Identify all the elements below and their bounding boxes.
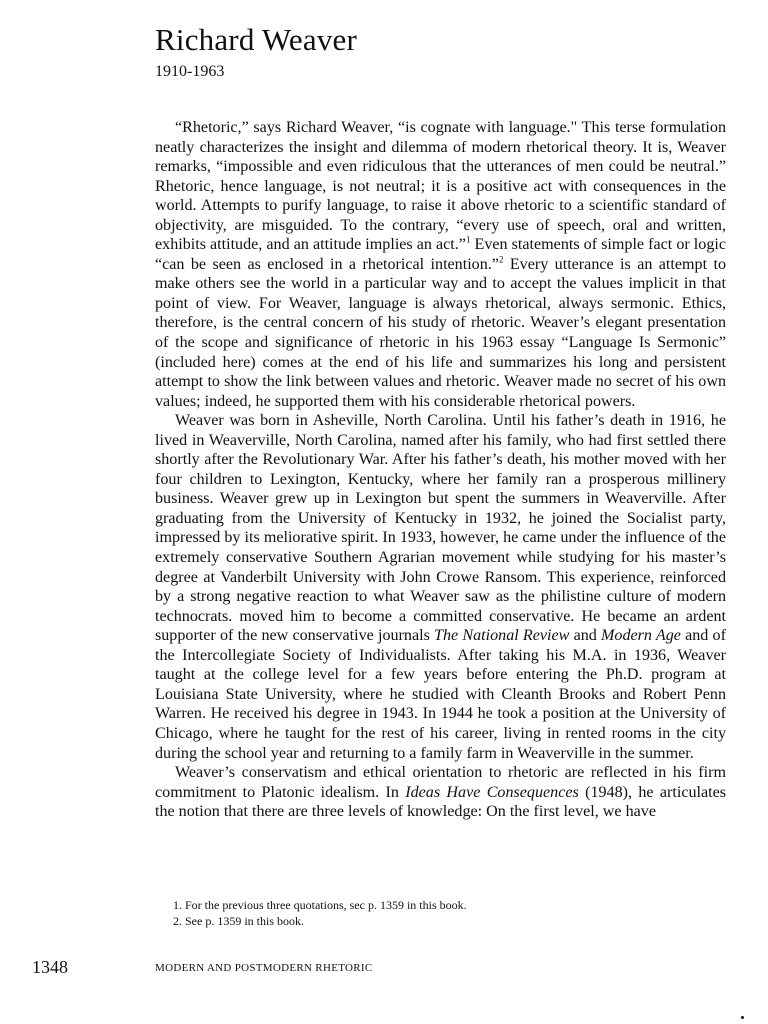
- paragraph-3-part-b: (1948), he articulates the notion that there are three levels of knowledge: On the first level, we have: [155, 783, 726, 821]
- paragraph-3-part-a: Weaver’s conservatism and ethical orientation to rhetoric are reflected in his firm commitment to Platonic idealism. In: [155, 764, 726, 801]
- page-mark-dot: [741, 1016, 744, 1019]
- dates-subtitle: 1910-1963: [155, 63, 225, 80]
- paragraph-2: [155, 411, 726, 763]
- footnote-2: 2. See p. 1359 in this book.: [173, 914, 304, 928]
- paragraph-2-part-b: and: [569, 627, 602, 645]
- body-text: [155, 118, 726, 822]
- running-head: MODERN AND POSTMODERN RHETORIC: [155, 962, 373, 974]
- paragraph-1-part-b: Even statements of simple fact or logic “can be seen as enclosed in a rhetorical intention.”: [155, 236, 726, 273]
- footnote-ref-1[interactable]: 1: [465, 234, 471, 245]
- footnotes: [173, 897, 467, 929]
- paragraph-1-part-a: “Rhetoric,” says Richard Weaver, “is cognate with language." This terse formulation neatly characterizes the insight and dilemma of modern rhetorical theory. It is, Weaver remarks, “impossible and even ridiculous that the utterances of men could be neutral.” Rhetoric, hence language, is not neutral; it is a positive act with consequences in the world. Attempts to purify language, to raise it above rhetoric to a scientific standard of objectivity, are misguided. To the contrary, “every use of speech, oral and written, exhibits attitude, and an attitude implies an act.”: [155, 119, 726, 254]
- paragraph-2-part-c: and of the Intercollegiate Society of Individualists. After taking his M.A. in 1936, Weaver taught at the college level for a few years before entering the Ph.D. program at Louisiana State University, where he studied with Cleanth Brooks and Robert Penn Warren. He received his degree in 1943. In 1944 he took a position at the University of Chicago, where he taught for the rest of his career, living in rented rooms in the city during the school year and returning to a family farm in Weaverville in the summer.: [155, 627, 726, 762]
- italic-title-modern-age: Modern Age: [601, 627, 681, 645]
- paragraph-1: [155, 118, 726, 411]
- page-title: Richard Weaver: [155, 22, 357, 57]
- paragraph-3: [155, 763, 726, 822]
- footnote-ref-2[interactable]: 2: [498, 254, 504, 265]
- footnote-1: 1. For the previous three quotations, sec p. 1359 in this book.: [173, 898, 467, 912]
- italic-title-ideas-have-consequences: Ideas Have Consequences: [405, 783, 579, 801]
- paragraph-2-part-a: Weaver was born in Asheville, North Carolina. Until his father’s death in 1916, he lived in Weaverville, North Carolina, named after his family, who had first settled there shortly after the Revolutionary War. After his father’s death, his mother moved with her four children to Lexington, Kentucky, where her family ran a prosperous millinery business. Weaver grew up in Lexington but spent the summers in Weaverville. After graduating from the University of Kentucky in 1932, he joined the Socialist party, impressed by its meliorative spirit. In 1933, however, he came under the influence of the extremely conservative Southern Agrarian movement while studying for his master’s degree at Vanderbilt University with John Crowe Ransom. This experience, reinforced by a strong negative reaction to what Weaver saw as the philistine culture of modern technocrats. moved him to become a committed conservative. He became an ardent supporter of the new conservative journals: [155, 412, 726, 645]
- page-number: 1348: [32, 957, 68, 977]
- italic-title-national-review: The National Review: [434, 627, 570, 645]
- paragraph-1-part-c: Every utterance is an attempt to make others see the world in a particular way and to accept the values implicit in that point of view. For Weaver, language is always rhetorical, always sermonic. Ethics, therefore, is the central concern of his study of rhetoric. Weaver’s elegant presentation of the scope and significance of rhetoric in his 1963 essay “Language Is Sermonic” (included here) comes at the end of his life and summarizes his long and persistent attempt to show the link between values and rhetoric. Weaver made no secret of his own values; indeed, he supported them with his considerable rhetorical powers.: [155, 255, 726, 410]
